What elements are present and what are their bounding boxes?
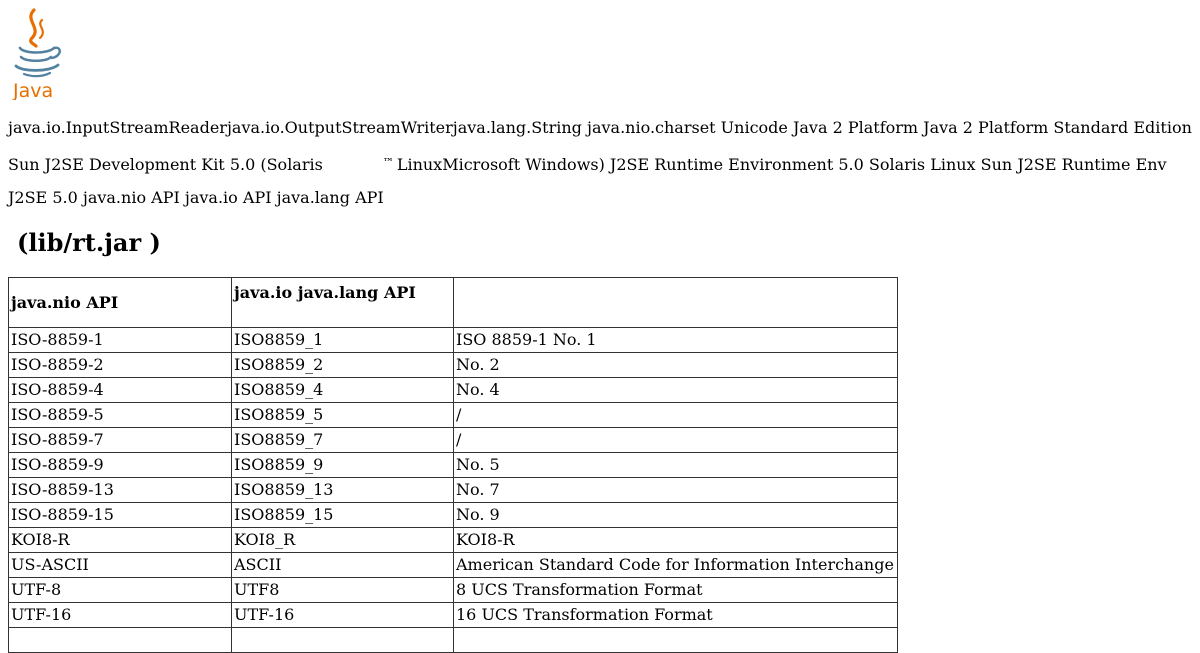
nio-name-cell: ISO-8859-15 (9, 503, 232, 528)
io-lang-name-cell: ASCII (232, 553, 454, 578)
table-row (9, 353, 898, 378)
table-row (9, 453, 898, 478)
section-heading: (lib/rt.jar ) (17, 228, 161, 257)
description-cell: No. 2 (454, 353, 898, 378)
description-cell: KOI8-R (454, 528, 898, 553)
table-row (9, 328, 898, 353)
nio-name-cell: ISO-8859-2 (9, 353, 232, 378)
description-cell: No. 7 (454, 478, 898, 503)
platform-text-b: LinuxMicrosoft Windows) J2SE Runtime Environment 5.0 Solaris Linux Sun J2SE Runtime Env (396, 155, 1167, 174)
table-row (9, 528, 898, 553)
intro-paragraph: java.io.InputStreamReaderjava.io.OutputStreamWriterjava.lang.String java.nio.charset Unicode Java 2 Platform Java 2 Platform Standard Edition (8, 118, 1192, 137)
platform-text-a: Sun J2SE Development Kit 5.0 (Solaris (8, 155, 323, 174)
nio-name-cell: UTF-16 (9, 603, 232, 628)
nio-name-cell: UTF-8 (9, 578, 232, 603)
java-logo (10, 8, 66, 100)
table-row (9, 603, 898, 628)
io-lang-name-cell: KOI8_R (232, 528, 454, 553)
io-lang-name-cell: UTF8 (232, 578, 454, 603)
description-cell (454, 628, 898, 653)
charset-table (8, 277, 898, 653)
table-body (9, 328, 898, 653)
nio-name-cell: KOI8-R (9, 528, 232, 553)
table-row (9, 503, 898, 528)
nio-name-cell: ISO-8859-5 (9, 403, 232, 428)
column-header-nio: java.nio API (9, 278, 232, 328)
description-cell: ISO 8859-1 No. 1 (454, 328, 898, 353)
description-cell: No. 9 (454, 503, 898, 528)
nio-name-cell: ISO-8859-4 (9, 378, 232, 403)
io-lang-name-cell: ISO8859_9 (232, 453, 454, 478)
java-cup-icon (10, 8, 66, 100)
table-row (9, 553, 898, 578)
io-lang-name-cell: ISO8859_4 (232, 378, 454, 403)
io-lang-name-cell: ISO8859_15 (232, 503, 454, 528)
api-paragraph: J2SE 5.0 java.nio API java.io API java.lang API (8, 188, 384, 207)
table-row (9, 428, 898, 453)
io-lang-name-cell: UTF-16 (232, 603, 454, 628)
description-cell: American Standard Code for Information Interchange (454, 553, 898, 578)
nio-name-cell: ISO-8859-7 (9, 428, 232, 453)
io-lang-name-cell: ISO8859_7 (232, 428, 454, 453)
trademark-mark: ™ (382, 156, 394, 169)
java-wordmark: Java (13, 80, 54, 100)
table-header-row (9, 278, 898, 328)
io-lang-name-cell (232, 628, 454, 653)
table-row (9, 478, 898, 503)
table-row (9, 403, 898, 428)
table-row (9, 578, 898, 603)
table-row (9, 628, 898, 653)
io-lang-name-cell: ISO8859_5 (232, 403, 454, 428)
description-cell: 16 UCS Transformation Format (454, 603, 898, 628)
platform-paragraph (8, 153, 1167, 175)
nio-name-cell: ISO-8859-13 (9, 478, 232, 503)
description-cell: No. 5 (454, 453, 898, 478)
column-header-description (454, 278, 898, 328)
table-row (9, 378, 898, 403)
description-cell: / (454, 428, 898, 453)
nio-name-cell (9, 628, 232, 653)
nio-name-cell: ISO-8859-9 (9, 453, 232, 478)
io-lang-name-cell: ISO8859_2 (232, 353, 454, 378)
column-header-io-lang: java.io java.lang API (232, 278, 454, 328)
description-cell: No. 4 (454, 378, 898, 403)
nio-name-cell: ISO-8859-1 (9, 328, 232, 353)
io-lang-name-cell: ISO8859_13 (232, 478, 454, 503)
description-cell: 8 UCS Transformation Format (454, 578, 898, 603)
io-lang-name-cell: ISO8859_1 (232, 328, 454, 353)
description-cell: / (454, 403, 898, 428)
nio-name-cell: US-ASCII (9, 553, 232, 578)
